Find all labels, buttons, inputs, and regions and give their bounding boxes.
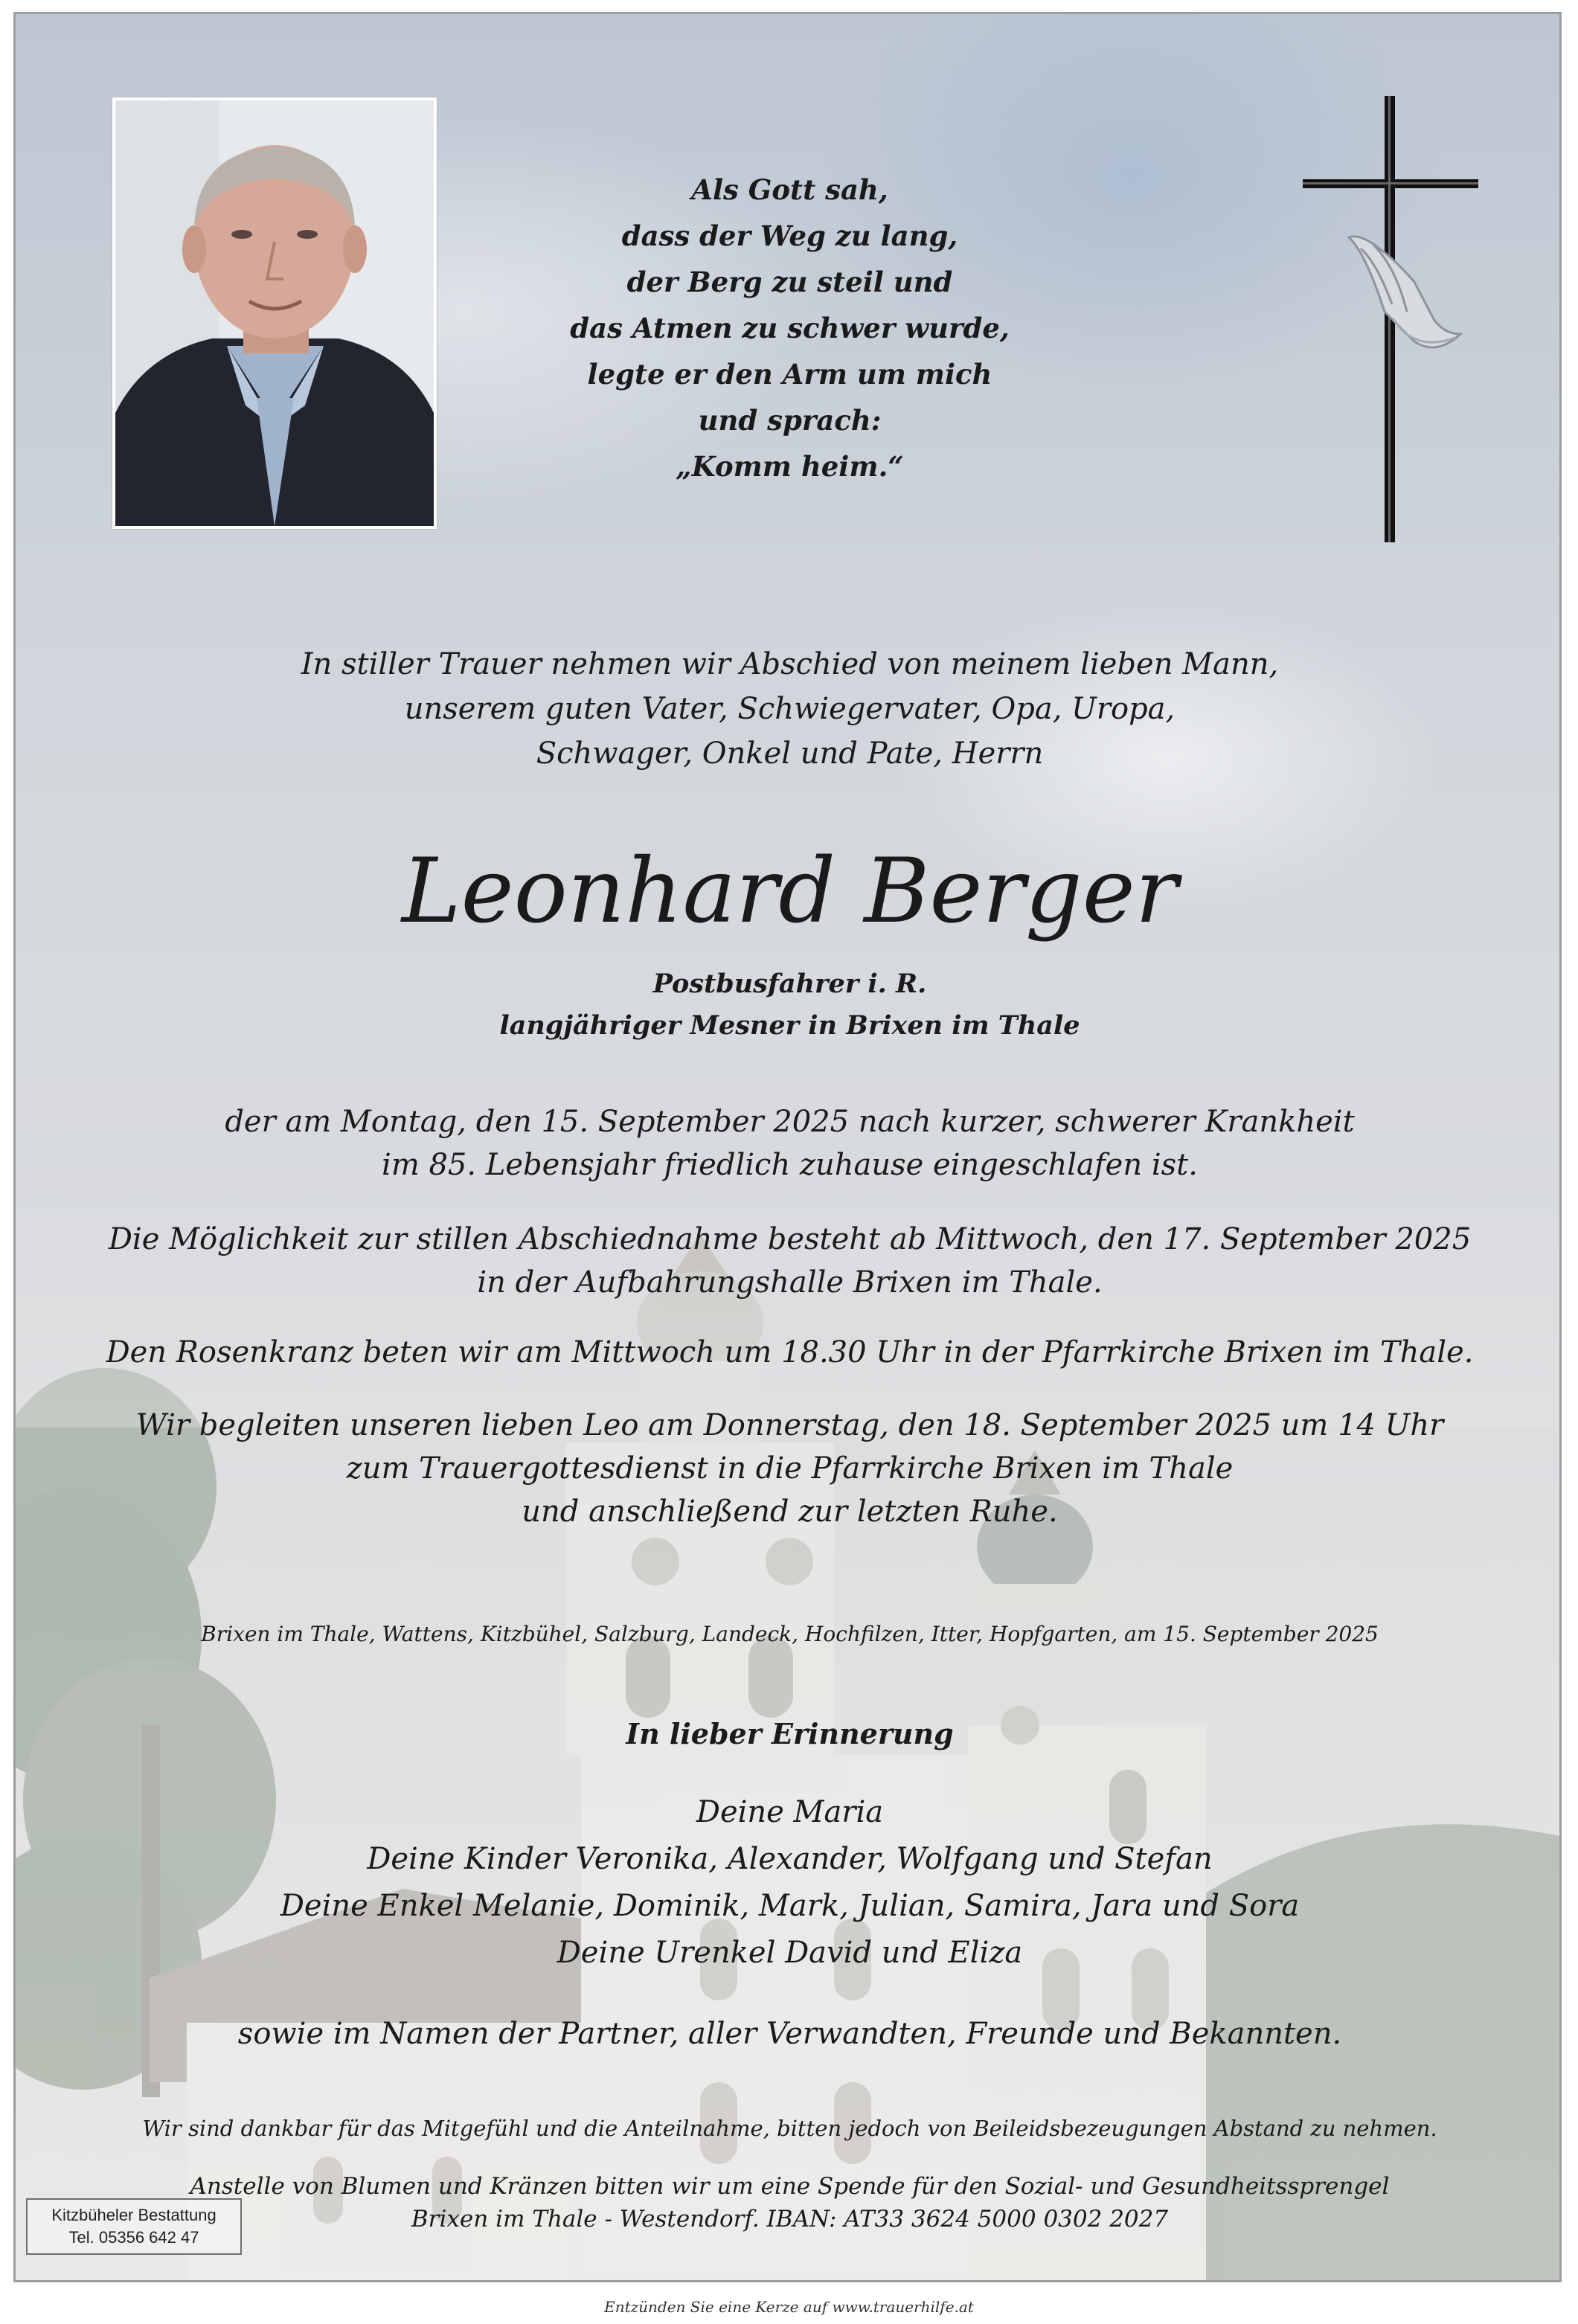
viewing-line: in der Aufbahrungshalle Brixen im Thale. <box>477 1265 1103 1300</box>
funeral-home-name: Kitzbüheler Bestattung <box>51 2206 217 2224</box>
verse-line: der Berg zu steil und <box>626 266 953 298</box>
death-line: im 85. Lebensjahr friedlich zuhause eingeschlafen ist. <box>382 1148 1198 1182</box>
funeral-line: Wir begleiten unseren lieben Leo am Donnerstag, den 18. September 2025 um 14 Uhr <box>135 1408 1444 1442</box>
memory-heading: In lieber Erinnerung <box>626 1717 954 1750</box>
viewing-notice <box>16 1218 1562 1304</box>
verse-line: und sprach: <box>698 404 882 437</box>
funeral-home-phone: Tel. 05356 642 47 <box>68 2228 199 2247</box>
verse-line: Als Gott sah, <box>691 173 888 206</box>
intro-line: unserem guten Vater, Schwiegervater, Opa, Uropa, <box>404 692 1176 726</box>
intro-line: In stiller Trauer nehmen wir Abschied von meinem lieben Mann, <box>301 647 1279 681</box>
title-line: Postbusfahrer i. R. <box>652 969 927 999</box>
viewing-line: Die Möglichkeit zur stillen Abschiednahme besteht ab Mittwoch, den 17. September 2025 <box>108 1222 1472 1256</box>
donation-line: Anstelle von Blumen und Kränzen bitten wir um eine Spende für den Sozial- und Gesundheitssprengel <box>190 2173 1390 2200</box>
verse-line: dass der Weg zu lang, <box>621 219 958 252</box>
rosary-line: Den Rosenkranz beten wir am Mittwoch um 18.30 Uhr in der Pfarrkirche Brixen im Thale. <box>106 1335 1474 1370</box>
verse <box>16 167 1562 489</box>
funeral-notice <box>16 1404 1562 1533</box>
thanks-note: Wir sind dankbar für das Mitgefühl und die Anteilnahme, bitten jedoch von Beileidsbezeugungen Abstand zu nehmen. <box>142 2116 1437 2141</box>
rosary-notice <box>16 1331 1562 1374</box>
family-line: Deine Urenkel David und Eliza <box>557 1936 1023 1970</box>
funeral-line: und anschließend zur letzten Ruhe. <box>522 1495 1058 1529</box>
verse-line: „Komm heim.“ <box>676 450 904 483</box>
title-line: langjähriger Mesner in Brixen im Thale <box>499 1010 1080 1041</box>
family-line: Deine Enkel Melanie, Dominik, Mark, Julian, Samira, Jara und Sora <box>280 1889 1300 1923</box>
verse-line: legte er den Arm um mich <box>587 358 992 391</box>
obituary-card <box>13 12 1562 2282</box>
death-line: der am Montag, den 15. September 2025 nach kurzer, schwerer Krankheit <box>225 1105 1355 1139</box>
intro-line: Schwager, Onkel und Pate, Herrn <box>536 736 1044 771</box>
funeral-line: zum Trauergottesdienst in die Pfarrkirche Brixen im Thale <box>346 1451 1234 1486</box>
deceased-titles <box>16 963 1562 1047</box>
places-date: Brixen im Thale, Wattens, Kitzbühel, Salzburg, Landeck, Hochfilzen, Itter, Hopfgarten, am 15. September 2025 <box>201 1622 1379 1646</box>
footer-candle-link[interactable]: Entzünden Sie eine Kerze auf www.trauerhilfe.at <box>604 2298 974 2316</box>
family-line: Deine Maria <box>696 1795 884 1829</box>
intro-text <box>16 642 1562 776</box>
death-notice <box>16 1100 1562 1187</box>
deceased-name: Leonhard Berger <box>401 840 1178 943</box>
closing-line: sowie im Namen der Partner, aller Verwandten, Freunde und Bekannten. <box>237 2017 1342 2051</box>
family-list <box>16 1789 1562 1977</box>
donation-note <box>16 2170 1562 2235</box>
funeral-home-logo <box>26 2198 242 2255</box>
family-line: Deine Kinder Veronika, Alexander, Wolfgang und Stefan <box>367 1842 1213 1876</box>
verse-line: das Atmen zu schwer wurde, <box>570 312 1010 344</box>
donation-line: Brixen im Thale - Westendorf. IBAN: AT33 3624 5000 0302 2027 <box>411 2206 1169 2232</box>
